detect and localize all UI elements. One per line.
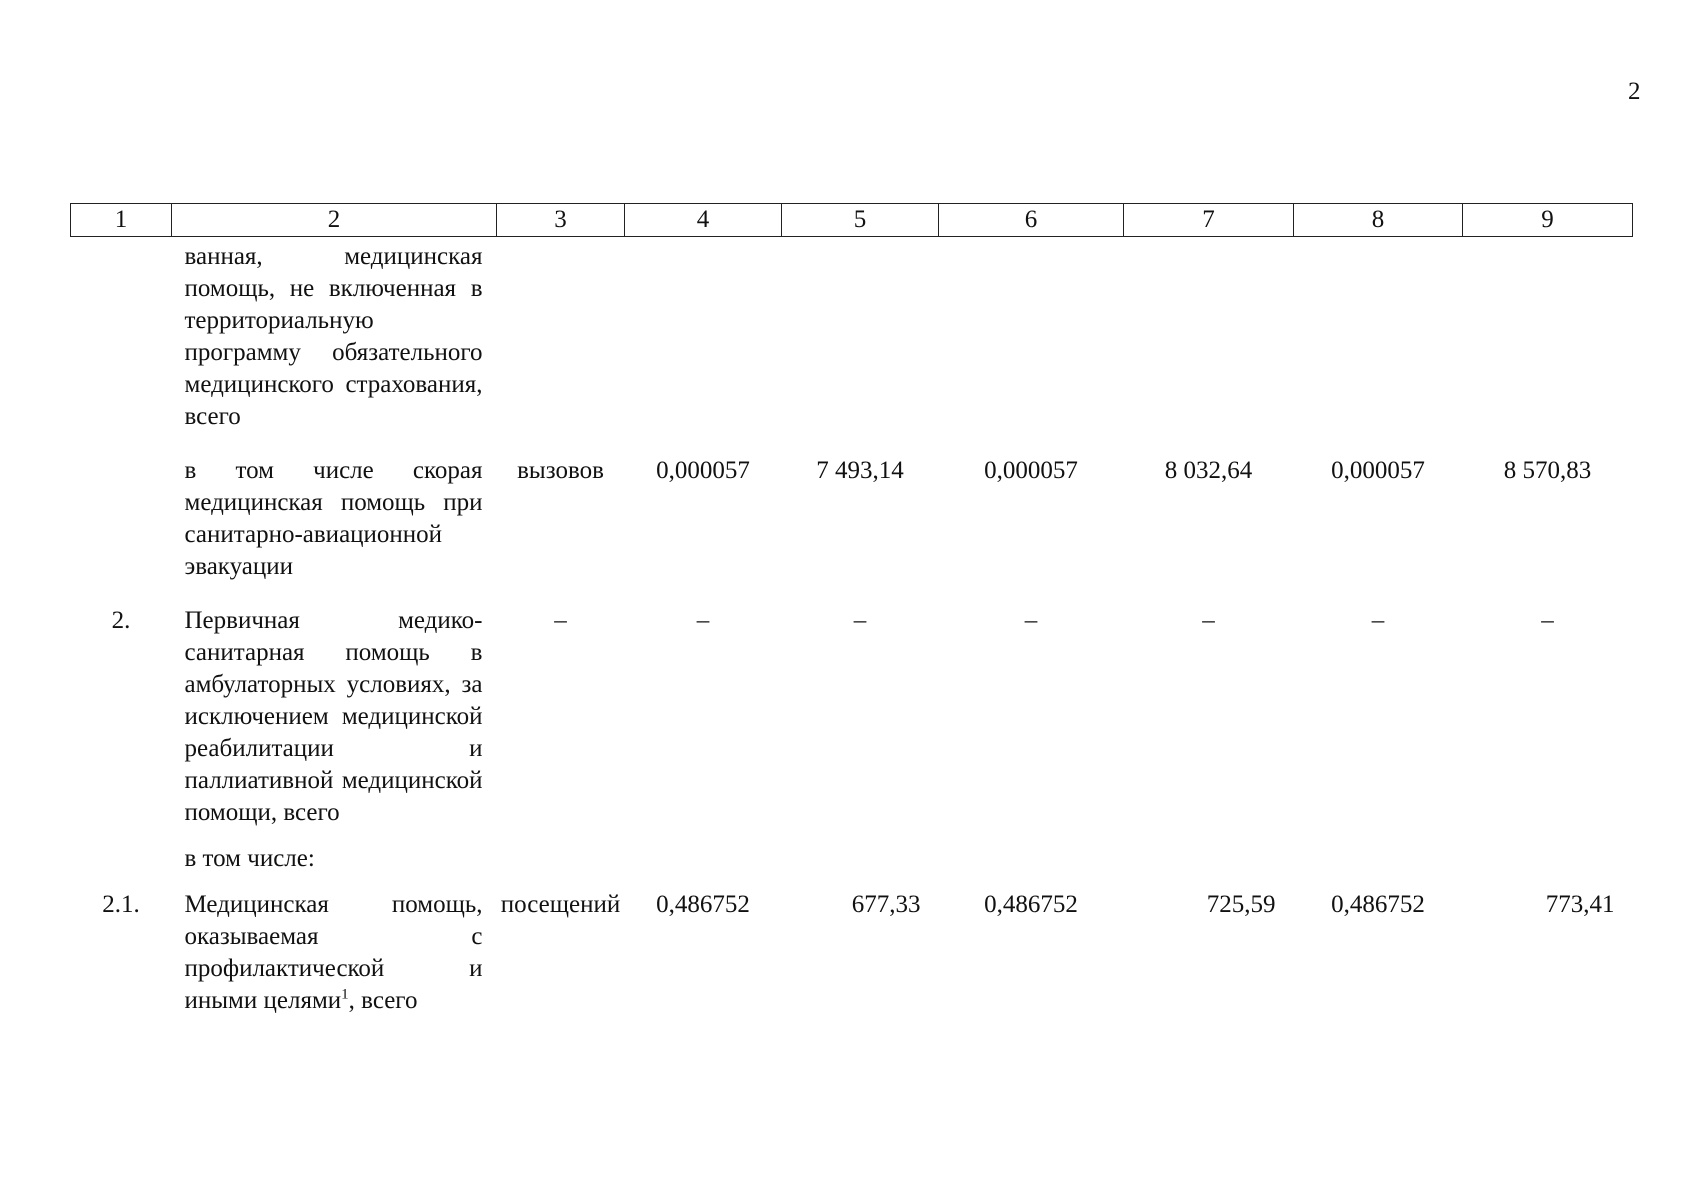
header-col-7: 7 <box>1124 204 1294 237</box>
header-col-2: 2 <box>172 204 497 237</box>
row-number <box>71 237 172 456</box>
row-name-text: Медицинская помощь, оказываемая с профилактической и иными целями <box>184 891 483 1014</box>
row-value-col5: 7 493,14 <box>816 457 904 484</box>
table-row <box>71 237 1633 456</box>
row-unit <box>497 237 625 456</box>
header-col-1: 1 <box>71 204 172 237</box>
table-row <box>71 455 1633 605</box>
row-value-col6 <box>939 843 1124 889</box>
table-header <box>71 204 1633 237</box>
row-unit: вызовов <box>517 457 604 484</box>
header-col-3: 3 <box>497 204 625 237</box>
row-number <box>71 455 172 605</box>
row-unit: – <box>554 607 567 634</box>
table-row <box>71 605 1633 843</box>
row-name: в том числе: <box>184 845 315 872</box>
row-value-col7 <box>1124 843 1294 889</box>
row-value-col6: 0,486752 <box>984 891 1078 918</box>
row-name: Первичная медико-санитарная помощь в амбулаторных условиях, за исключением медицинской реабилитации и паллиативной медицинской помощи, всего <box>184 607 483 826</box>
row-value-col9: 8 570,83 <box>1503 457 1592 484</box>
row-number: 2.1. <box>102 891 140 918</box>
row-value-col4: 0,486752 <box>656 891 750 918</box>
row-value-col4 <box>625 237 782 456</box>
header-col-6: 6 <box>939 204 1124 237</box>
row-value-col8: 0,486752 <box>1331 891 1425 918</box>
row-name: ванная, медицинская помощь, не включенная в территориальную программу обязательного медицинского страхования, всего <box>184 243 483 430</box>
row-value-col8: 0,000057 <box>1331 457 1425 484</box>
row-value-col5 <box>782 237 939 456</box>
row-value-col5 <box>782 843 939 889</box>
header-col-5: 5 <box>782 204 939 237</box>
row-value-col7: 725,59 <box>1206 891 1276 918</box>
row-value-col6 <box>939 237 1124 456</box>
footnote-marker: 1 <box>341 986 349 1003</box>
row-value-col5: 677,33 <box>851 891 921 918</box>
row-value-col8 <box>1294 237 1463 456</box>
row-unit: посещений <box>500 891 621 918</box>
row-name: в том числе скорая медицинская помощь при санитарно-авиационной эвакуации <box>184 457 483 580</box>
row-value-col9: – <box>1541 607 1554 634</box>
row-name-suffix: , всего <box>348 987 418 1014</box>
row-value-col6: 0,000057 <box>984 457 1078 484</box>
table-row <box>71 843 1633 889</box>
row-number: 2. <box>111 607 131 634</box>
row-value-col4: – <box>696 607 710 634</box>
row-unit <box>497 843 625 889</box>
row-value-col8: – <box>1371 607 1385 634</box>
row-value-col6: – <box>1024 607 1038 634</box>
header-col-9: 9 <box>1463 204 1633 237</box>
row-value-col8 <box>1294 843 1463 889</box>
table-row <box>71 889 1633 1017</box>
row-value-col7: 8 032,64 <box>1164 457 1253 484</box>
header-col-4: 4 <box>625 204 782 237</box>
row-value-col9: 773,41 <box>1545 891 1615 918</box>
row-name <box>172 889 497 1017</box>
data-table <box>70 203 1633 1017</box>
row-value-col7: – <box>1202 607 1215 634</box>
row-number <box>71 843 172 889</box>
page-number: 2 <box>1628 78 1641 105</box>
row-value-col9 <box>1463 237 1633 456</box>
header-col-8: 8 <box>1294 204 1463 237</box>
row-value-col7 <box>1124 237 1294 456</box>
header-row <box>71 204 1633 237</box>
row-value-col4: 0,000057 <box>656 457 750 484</box>
row-value-col4 <box>625 843 782 889</box>
row-value-col5: – <box>853 607 867 634</box>
row-value-col9 <box>1463 843 1633 889</box>
